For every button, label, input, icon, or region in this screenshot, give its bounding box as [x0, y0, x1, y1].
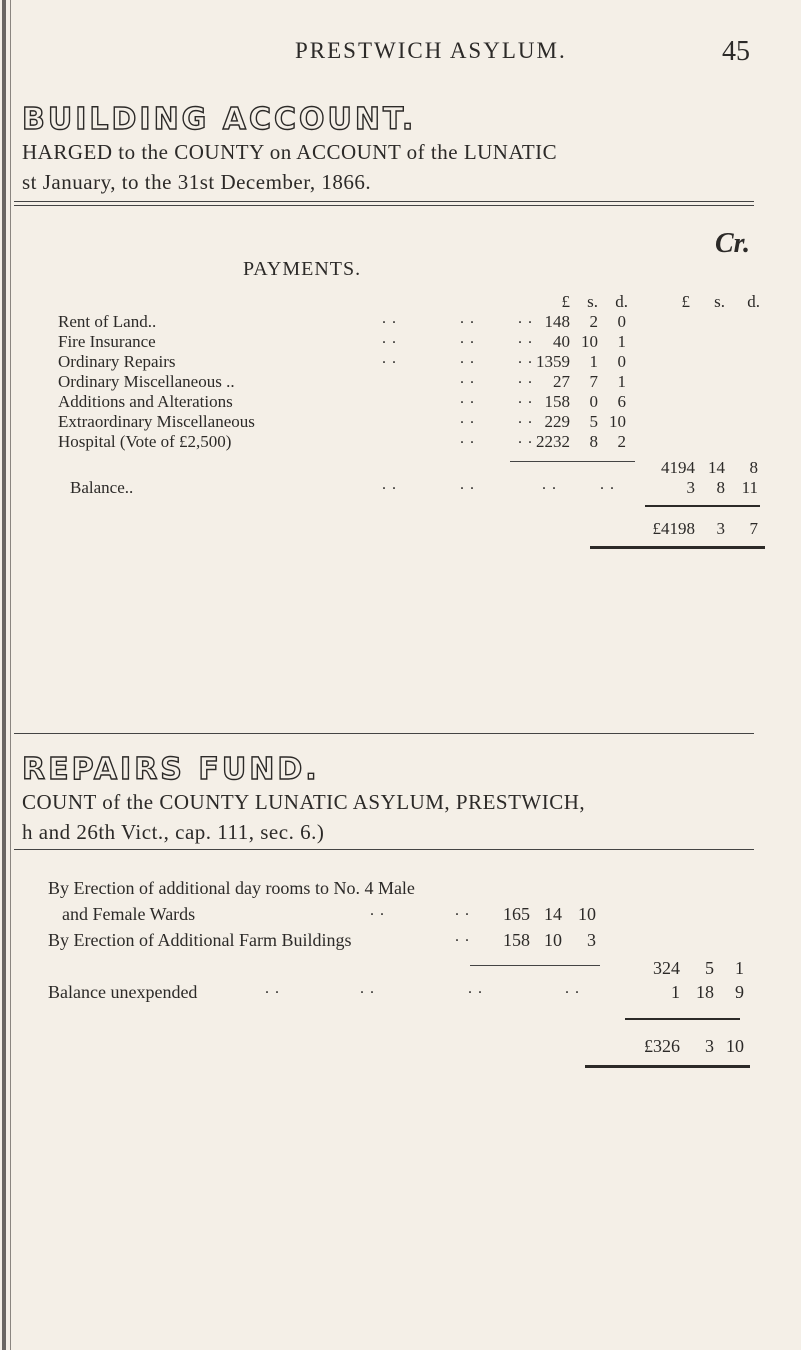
pounds: 229: [544, 412, 570, 431]
pence: 1: [617, 332, 626, 351]
total-pence: 10: [726, 1036, 744, 1056]
table-row: [0, 412, 801, 432]
row-label: By Erection of additional day rooms to No. 4 Male: [48, 878, 415, 898]
leader-dots: . .: [542, 476, 557, 493]
col-header-pounds-outer: £: [681, 292, 690, 311]
leader-dots: . .: [518, 350, 533, 367]
leader-dots: . .: [460, 390, 475, 407]
total-rule: [625, 1018, 740, 1020]
table-row: [0, 904, 801, 924]
balance-pence: 9: [735, 982, 744, 1002]
repairs-fund-line1: COUNT of the COUNTY LUNATIC ASYLUM, PRESTWICH,: [22, 790, 586, 814]
leader-dots: . .: [518, 310, 533, 327]
row-label: Fire Insurance: [58, 332, 156, 351]
leader-dots: . .: [468, 980, 483, 997]
total-pence: 7: [749, 519, 758, 538]
shillings: 14: [544, 904, 562, 924]
row-label: Hospital (Vote of £2,500): [58, 432, 232, 451]
pence: 0: [617, 352, 626, 371]
pounds: 158: [544, 392, 570, 411]
subtotal-pence: 1: [735, 958, 744, 978]
running-head-title: PRESTWICH ASYLUM.: [295, 38, 567, 63]
section-rule: [14, 201, 754, 202]
leader-dots: . .: [518, 330, 533, 347]
leader-dots: . .: [518, 430, 533, 447]
leader-dots: . .: [460, 330, 475, 347]
leader-dots: . .: [265, 980, 280, 997]
subtotal-shillings: 5: [705, 958, 714, 978]
pence: 10: [578, 904, 596, 924]
col-header-pence-outer: d.: [747, 292, 760, 311]
leader-dots: . .: [460, 410, 475, 427]
row-label: Rent of Land..: [58, 312, 157, 331]
pence: 6: [617, 392, 626, 411]
repairs-fund-heading: REPAIRS FUND.: [22, 752, 320, 787]
shillings: 5: [589, 412, 598, 431]
pence: 10: [609, 412, 626, 431]
pounds: 1359: [536, 352, 570, 371]
pounds: 148: [544, 312, 570, 331]
balance-label: Balance..: [70, 478, 134, 497]
col-header-pence: d.: [615, 292, 628, 311]
balance-pence: 11: [741, 478, 758, 497]
building-account-heading: BUILDING ACCOUNT.: [22, 102, 417, 137]
table-row: [0, 352, 801, 372]
leader-dots: . .: [460, 350, 475, 367]
row-label: Ordinary Miscellaneous ..: [58, 372, 235, 391]
subtotal-pounds: 324: [653, 958, 680, 978]
binding-edge: [2, 0, 6, 1350]
building-account-line2: st January, to the 31st December, 1866.: [22, 170, 372, 194]
leader-dots: . .: [565, 980, 580, 997]
leader-dots: . .: [518, 410, 533, 427]
balance-row: [0, 478, 801, 498]
subtotal-shillings: 14: [708, 458, 725, 477]
balance-pounds: 3: [686, 478, 695, 497]
col-header-shillings: s.: [587, 292, 598, 311]
table-row: [0, 392, 801, 412]
repairs-fund-line2: h and 26th Vict., cap. 111, sec. 6.): [22, 820, 325, 844]
pounds: 165: [503, 904, 530, 924]
table-row: [0, 332, 801, 352]
col-header-pounds: £: [561, 292, 570, 311]
section-rule: [14, 849, 754, 850]
leader-dots: . .: [460, 430, 475, 447]
shillings: 10: [544, 930, 562, 950]
table-row: [0, 878, 801, 898]
shillings: 10: [581, 332, 598, 351]
shillings: 2: [589, 312, 598, 331]
pounds: 2232: [536, 432, 570, 451]
balance-pounds: 1: [671, 982, 680, 1002]
total-shillings: 3: [716, 519, 725, 538]
section-rule: [14, 205, 754, 206]
row-label: Ordinary Repairs: [58, 352, 176, 371]
balance-shillings: 18: [696, 982, 714, 1002]
pounds: 158: [503, 930, 530, 950]
row-label: and Female Wards: [62, 904, 196, 924]
total-shillings: 3: [705, 1036, 714, 1056]
row-label: Extraordinary Miscellaneous: [58, 412, 255, 431]
table-row: [0, 312, 801, 332]
balance-row: [0, 982, 801, 1002]
total-pounds: £4198: [652, 519, 695, 538]
leader-dots: . .: [370, 902, 385, 919]
leader-dots: . .: [382, 310, 397, 327]
total-underline: [590, 546, 765, 549]
col-header-shillings-outer: s.: [714, 292, 725, 311]
page-number: 45: [722, 36, 750, 67]
subtotal-pounds: 4194: [661, 458, 695, 477]
payments-heading: PAYMENTS.: [243, 258, 362, 280]
pence: 2: [617, 432, 626, 451]
pence: 3: [587, 930, 596, 950]
row-label: By Erection of Additional Farm Buildings: [48, 930, 352, 950]
table-row: [0, 930, 801, 950]
leader-dots: . .: [600, 476, 615, 493]
leader-dots: . .: [518, 390, 533, 407]
row-label: Additions and Alterations: [58, 392, 233, 411]
shillings: 7: [589, 372, 598, 391]
leader-dots: . .: [460, 370, 475, 387]
shillings: 1: [589, 352, 598, 371]
cr-label: Cr.: [715, 228, 751, 259]
shillings: 0: [589, 392, 598, 411]
leader-dots: . .: [455, 902, 470, 919]
leader-dots: . .: [382, 350, 397, 367]
balance-shillings: 8: [716, 478, 725, 497]
leader-dots: . .: [382, 330, 397, 347]
binding-edge-inner: [10, 0, 11, 1350]
subtotal-rule: [470, 965, 600, 966]
leader-dots: . .: [360, 980, 375, 997]
building-account-line1: HARGED to the COUNTY on ACCOUNT of the LUNATIC: [22, 140, 558, 164]
subtotal-pence: 8: [749, 458, 758, 477]
total-underline: [585, 1065, 750, 1068]
table-row: [0, 372, 801, 392]
pounds: 40: [553, 332, 570, 351]
total-pounds: £326: [644, 1036, 680, 1056]
leader-dots: . .: [455, 928, 470, 945]
balance-label: Balance unexpended: [48, 982, 198, 1002]
section-separator: [14, 733, 754, 734]
pence: 1: [617, 372, 626, 391]
leader-dots: . .: [460, 476, 475, 493]
pounds: 27: [553, 372, 570, 391]
table-row: [0, 432, 801, 452]
subtotal-rule: [510, 461, 635, 462]
leader-dots: . .: [518, 370, 533, 387]
pence: 0: [617, 312, 626, 331]
total-rule: [645, 505, 760, 507]
leader-dots: . .: [382, 476, 397, 493]
leader-dots: . .: [460, 310, 475, 327]
shillings: 8: [589, 432, 598, 451]
